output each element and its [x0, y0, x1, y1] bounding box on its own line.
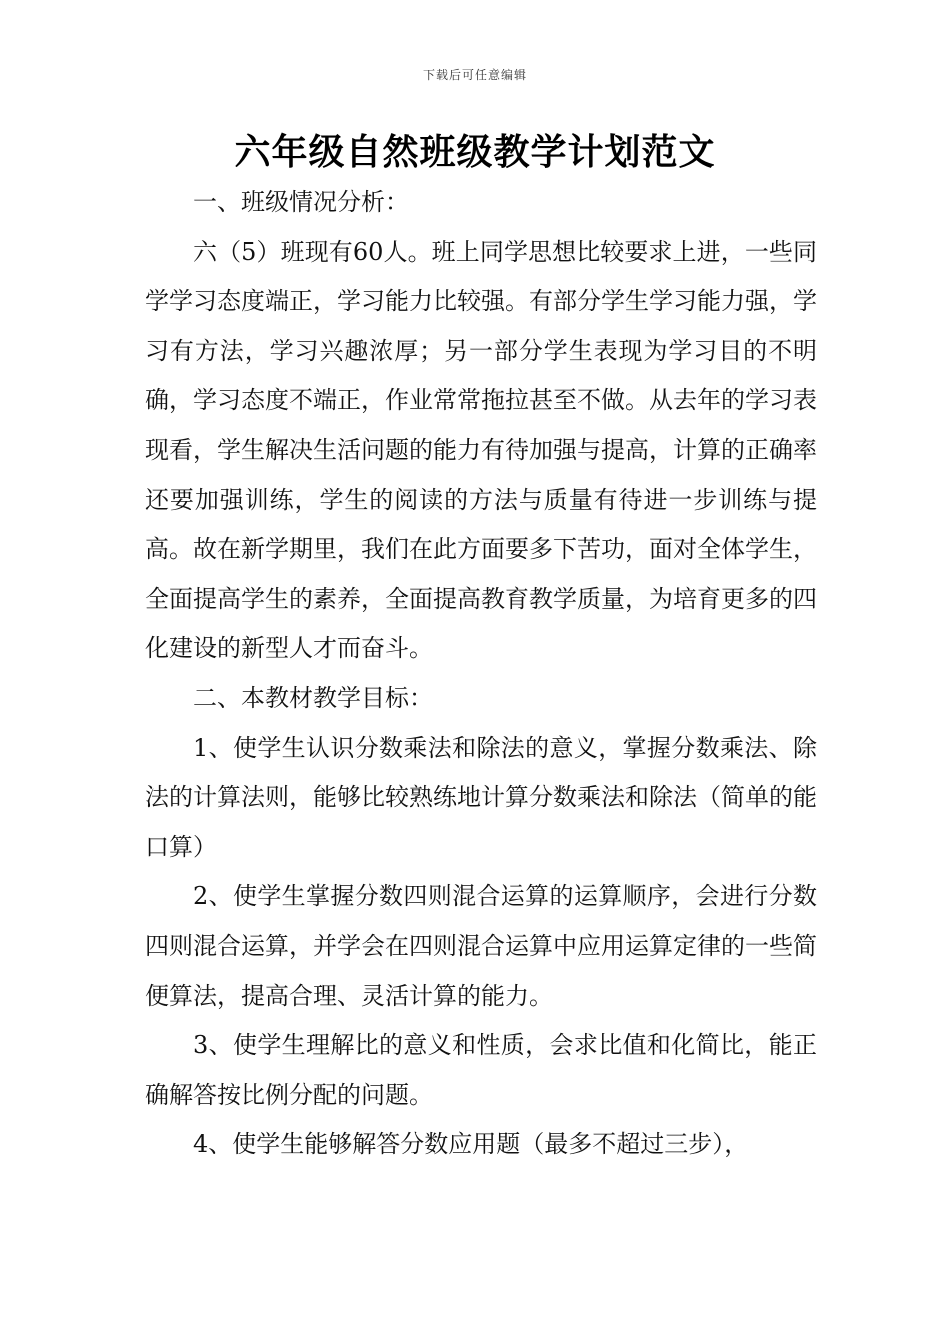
section-heading-2: 二、本教材教学目标： [193, 683, 433, 712]
paragraph: 2、使学生掌握分数四则混合运算的运算顺序，会进行分数四则混合运算，并学会在四则混合运算中应用运算定律的一些简便算法，提高合理、灵活计算的能力。 [145, 882, 817, 1010]
document-body [145, 178, 817, 1170]
header-note: 下载后可任意编辑 [422, 68, 527, 82]
paragraph: 六（5）班现有60人。班上同学思想比较要求上进，一些同学学习态度端正，学习能力比较强。有部分学生学习能力强，学习有方法，学习兴趣浓厚；另一部分学生表现为学习目的不明确，学习态度不端正，作业常常拖拉甚至不做。从去年的学习表现看，学生解决生活问题的能力有待加强与提高，计算的正确率还要加强训练，学生的阅读的方法与质量有待进一步训练与提高。故在新学期里，我们在此方面要多下苦功，面对全体学生，全面提高学生的素养，全面提高教育教学质量，为培育更多的四化建设的新型人才而奋斗。 [145, 237, 817, 663]
paragraph: 3、使学生理解比的意义和性质，会求比值和化简比，能正确解答按比例分配的问题。 [145, 1031, 817, 1109]
document-title: 六年级自然班级教学计划范文 [234, 132, 716, 173]
paragraph: 1、使学生认识分数乘法和除法的意义，掌握分数乘法、除法的计算法则，能够比较熟练地计算分数乘法和除法（简单的能口算） [145, 733, 817, 861]
paragraph: 4、使学生能够解答分数应用题（最多不超过三步）， [193, 1130, 749, 1159]
section-heading-1: 一、班级情况分析： [193, 188, 409, 216]
